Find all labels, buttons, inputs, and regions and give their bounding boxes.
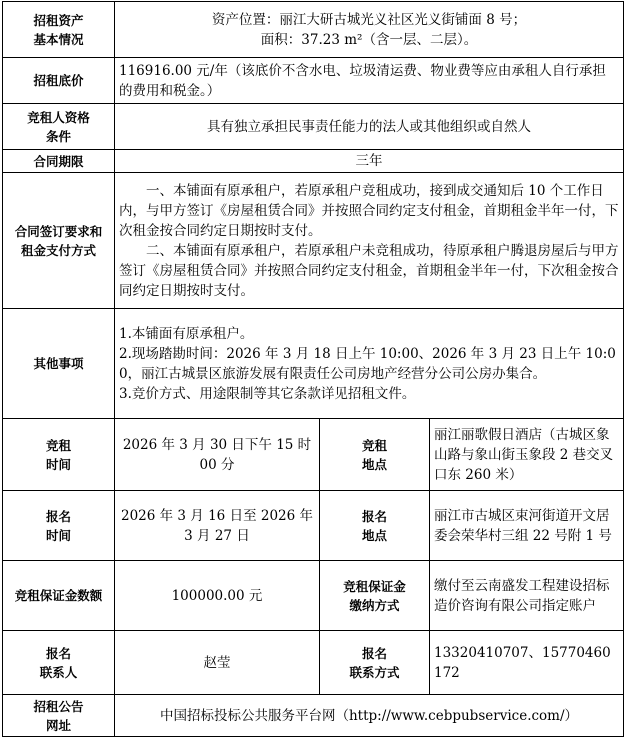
contract-term-value: 三年	[115, 150, 624, 173]
contact-phone-value: 13320410707、15770460172	[430, 631, 624, 695]
row-deposit	[3, 561, 624, 631]
asset-area: 面积：37.23 m²（含一层、二层）。	[260, 31, 478, 48]
auction-notice-table	[2, 1, 624, 737]
row-contract-payment	[3, 173, 624, 309]
row-contract-term	[3, 150, 624, 173]
asset-info-value	[115, 2, 624, 58]
qualification-label: 竞租人资格 条件	[3, 104, 115, 150]
other-item-1: 1.本铺面有原承租户。	[119, 325, 254, 342]
contract-term-label: 合同期限	[3, 150, 115, 173]
reserve-price-value: 116916.00 元/年（该底价不含水电、垃圾清运费、物业费等应由承租人自行承担的费用和税金。）	[115, 58, 624, 104]
bidding-place-value: 丽江丽歌假日酒店（古城区象山路与象山街玉象段 2 巷交叉口东 260 米）	[430, 419, 624, 491]
deposit-amount-label: 竞租保证金数额	[3, 561, 115, 631]
contract-payment-paragraph-2: 二、本铺面有原承租户，若原承租户未竞租成功，待原承租户腾退房屋后与甲方签订《房屋租赁合同》并按照合同约定支付租金，首期租金半年一付，下次租金按合同约定日期按时支付。	[119, 242, 619, 299]
registration-time-label: 报名 时间	[3, 491, 115, 561]
deposit-method-label: 竞租保证金 缴纳方式	[320, 561, 430, 631]
other-item-3: 3.竞价方式、用途限制等其它条款详见招租文件。	[119, 385, 416, 402]
row-contact	[3, 631, 624, 695]
contract-payment-label: 合同签订要求和 租金支付方式	[3, 173, 115, 309]
contact-phone-label: 报名 联系方式	[320, 631, 430, 695]
registration-place-value: 丽江市古城区束河街道开文居委会荣华村三组 22 号附 1 号	[430, 491, 624, 561]
deposit-amount-value: 100000.00 元	[115, 561, 320, 631]
bidding-time-value: 2026 年 3 月 30 日下午 15 时 00 分	[115, 419, 320, 491]
other-matters-value	[115, 309, 624, 419]
row-other-matters	[3, 309, 624, 419]
qualification-value: 具有独立承担民事责任能力的法人或其他组织或自然人	[115, 104, 624, 150]
registration-time-value: 2026 年 3 月 16 日至 2026 年 3 月 27 日	[115, 491, 320, 561]
bidding-place-label: 竞租 地点	[320, 419, 430, 491]
bidding-time-label: 竞租 时间	[3, 419, 115, 491]
row-asset-info	[3, 2, 624, 58]
contact-person-label: 报名 联系人	[3, 631, 115, 695]
website-label: 招租公告 网址	[3, 695, 115, 737]
row-bidding	[3, 419, 624, 491]
contract-payment-paragraph-1: 一、本铺面有原承租户，若原承租户竞租成功，接到成交通知后 10 个工作日内，与甲方签订《房屋租赁合同》并按照合同约定支付租金，首期租金半年一付，下次租金按合同约定日期按时支付。	[119, 182, 619, 239]
asset-info-label: 招租资产 基本情况	[3, 2, 115, 58]
row-reserve-price	[3, 58, 624, 104]
contract-payment-value	[115, 173, 624, 309]
registration-place-label: 报名 地点	[320, 491, 430, 561]
row-registration	[3, 491, 624, 561]
other-item-2: 2.现场踏勘时间：2026 年 3 月 18 日上午 10:00、2026 年 3 月 23 日上午 10:00，丽江古城景区旅游发展有限责任公司房地产经营分公司公房办集合。	[119, 345, 616, 382]
row-qualification	[3, 104, 624, 150]
row-website	[3, 695, 624, 737]
contact-person-value: 赵莹	[115, 631, 320, 695]
asset-location: 资产位置：丽江大研古城光义社区光义街铺面 8 号；	[211, 11, 527, 28]
other-matters-label: 其他事项	[3, 309, 115, 419]
deposit-method-value: 缴付至云南盛发工程建设招标造价咨询有限公司指定账户	[430, 561, 624, 631]
reserve-price-label: 招租底价	[3, 58, 115, 104]
website-value: 中国招标投标公共服务平台网（http://www.cebpubservice.com/）	[115, 695, 624, 737]
